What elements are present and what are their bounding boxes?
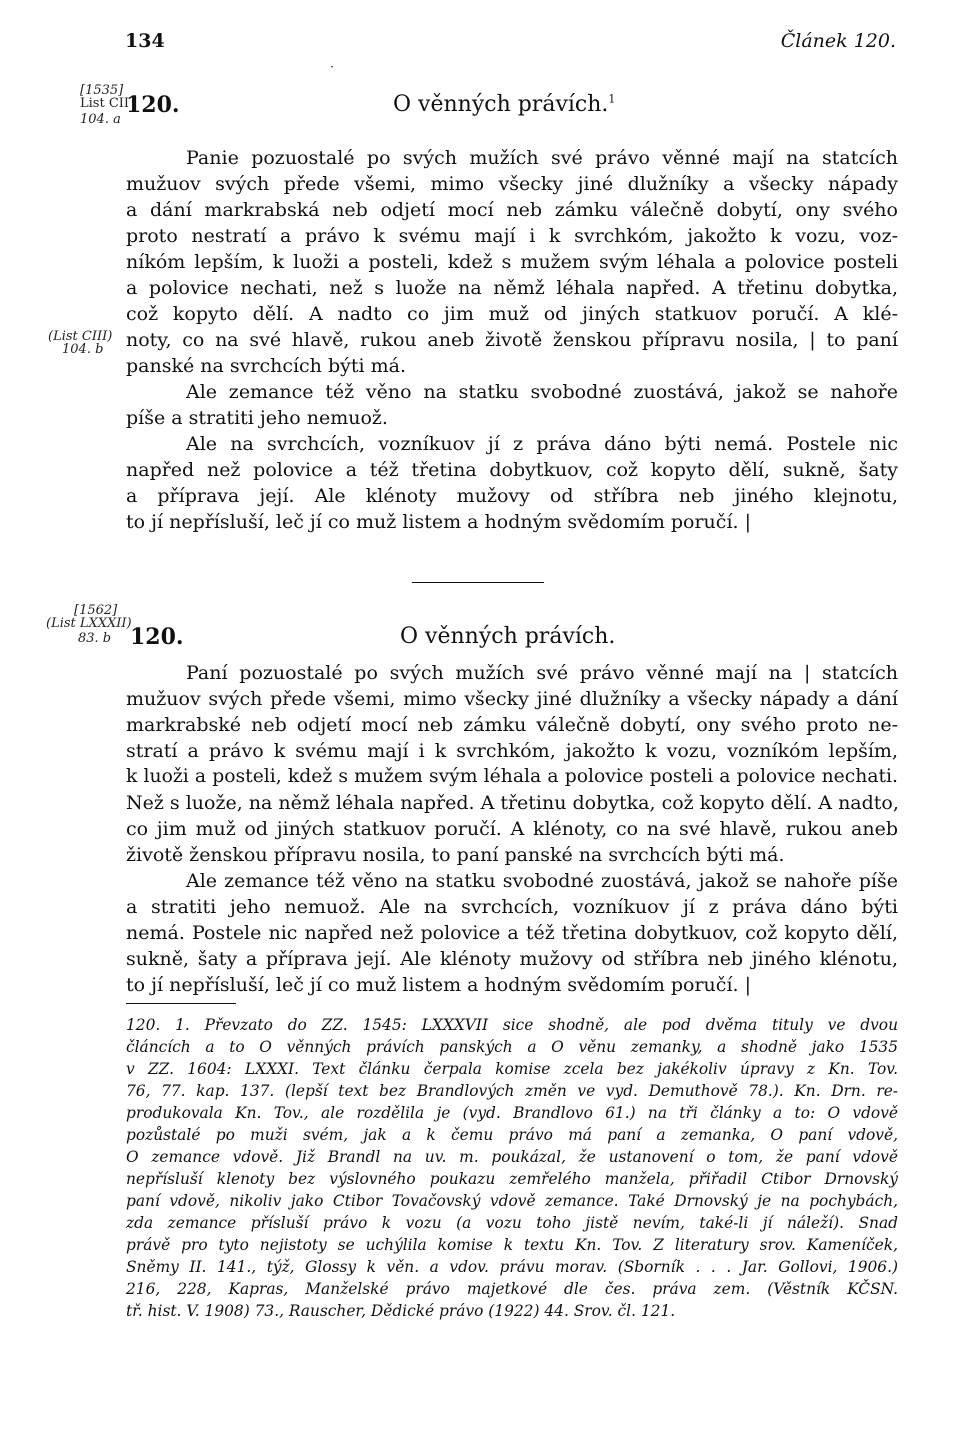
section-divider	[412, 582, 544, 583]
section-b-line: k luoži a posteli, kdež s mužem svým léhala a polovice posteli a polovice nechati.	[126, 766, 898, 787]
margin-note-b	[48, 330, 112, 356]
section-a-line: napřed než polovice a též třetina dobytkuov, což kopyto dělí, sukně, šaty	[126, 459, 898, 481]
section-b-line: životě ženskou přípravu nosila, to paní panské na svrchcích býti má.	[126, 844, 785, 866]
margin-note-c-ref: [1562]	[74, 603, 118, 618]
section-a-line: Ale na svrchcích, vozníkuov jí z práva dáno býti nemá. Postele nic	[186, 433, 898, 455]
footnote-line: 76, 77. kap. 137. (lepší text bez Brandlových změn ve vyd. Demuthově 78.). Kn. Drn. re-	[126, 1082, 898, 1100]
section-a-line: Panie pozuostalé po svých mužích své právo věnné mají na statcích	[186, 147, 898, 169]
section-a-line: proto nestratí a právo k svému mají i k svrchkóm, jakožto k vozu, voz-	[126, 225, 898, 247]
stray-mark: ·	[330, 60, 334, 74]
section-a-number: 120.	[126, 92, 180, 118]
footnote-line: článcích a to O věnných právích panských a O věnu zemanky, a shodně jako 1535	[126, 1038, 898, 1056]
running-head: Článek 120.	[780, 30, 896, 52]
section-a-line: a dání markrabská neb odjetí mocí neb zámku válečně dobytí, ony svého	[126, 199, 898, 221]
section-a-line: panské na svrchcích býti má.	[126, 355, 406, 377]
footnote-line: zda zemance přísluší právo k vozu (a vozu toho jistě nevím, také-li jí náleží). Snad	[126, 1214, 898, 1232]
margin-note-c-list: (List LXXXII)	[46, 616, 132, 631]
footnote-line: pozůstalé po muži svém, jak a k čemu právo má paní a zemanka, O paní vdově,	[126, 1126, 898, 1144]
section-a-line: noty, co na své hlavě, rukou aneb životě ženskou přípravu nosila, | to paní	[126, 329, 898, 351]
section-b-line: a stratiti jeho nemuož. Ale na svrchcích, vozníkuov jí z práva dáno býti	[126, 896, 898, 918]
section-a-line: píše a stratiti jeho nemuož.	[126, 407, 388, 429]
margin-note-c-fol: 83. b	[78, 631, 112, 646]
section-b-line: Než s luože, na němž léhala napřed. A třetinu dobytka, což kopyto dělí. A nadto,	[126, 792, 899, 814]
section-b-line: stratí a právo k svému mají i k svrchkóm, jakožto k vozu, vozníkóm lepším,	[126, 740, 898, 762]
section-a-line: a polovice nechati, než s luože na němž léhala napřed. A třetinu dobytka,	[126, 277, 898, 299]
section-b-line: to jí nepřísluší, leč jí co muž listem a hodným svědomím poručí. |	[126, 974, 751, 996]
section-a-line: Ale zemance též věno na statku svobodné zuostává, jakož se nahoře	[186, 381, 898, 403]
footnote-line: Sněmy II. 141., týž, Glossy k věn. a vdov. právu morav. (Sborník . . . Jar. Gollovi, 1906.)	[126, 1258, 898, 1276]
footnote-line: právě pro tyto nejistoty se uchýlila komise k textu Kn. Tov. Z literatury srov. Kameníček,	[126, 1236, 898, 1254]
margin-note-a	[80, 84, 129, 126]
section-b-title: O věnných právích.	[400, 624, 616, 649]
margin-note-a-list: List CII	[80, 96, 130, 111]
section-a-line: mužuov svých přede všemi, mimo všecky jiné dlužníky a všecky nápady	[126, 173, 898, 195]
footnote-line: produkovala Kn. Tov., ale rozdělila je (vyd. Brandlovo 61.) na tři články a to: O vdově	[126, 1104, 898, 1122]
section-a-line: to jí nepřísluší, leč jí co muž listem a hodným svědomím poručí. |	[126, 511, 751, 533]
section-a-title: O věnných právích.	[393, 92, 609, 117]
section-b-number: 120.	[130, 624, 184, 650]
section-a-line: a příprava její. Ale klénoty mužovy od stříbra neb jiného klejnotu,	[126, 485, 898, 507]
footnote-line: nepřísluší klenoty bez výslovného poukazu zemřelého manžela, přiřadil Ctibor Drnovský	[126, 1170, 898, 1188]
section-b-line: markrabské neb odjetí mocí neb zámku válečně dobytí, ony svého proto ne-	[126, 714, 898, 736]
section-b-line: nemá. Postele nic napřed než polovice a též třetina dobytkuov, což kopyto dělí,	[126, 922, 898, 944]
footnote-line: 120. 1. Převzato do ZZ. 1545: LXXXVII sice shodně, ale pod dvěma tituly ve dvou	[126, 1016, 898, 1034]
footnote-line: 216, 228, Kapras, Manželské právo majetkové dle čes. práva zem. (Věstník KČSN.	[126, 1280, 898, 1298]
footnote-line: tř. hist. V. 1908) 73., Rauscher, Dědické právo (1922) 44. Srov. čl. 121.	[126, 1302, 676, 1320]
footnote-line: O zemance vdově. Již Brandl na uv. m. poukázal, že ustanovení o tom, že paní vdově	[126, 1148, 898, 1166]
section-b-line: co jim muž od jiných statkuov poručí. A klénoty, co na své hlavě, rukou aneb	[126, 818, 898, 840]
footnote-rule	[126, 1003, 236, 1004]
section-b-line: mužuov svých přede všemi, mimo všecky jiné dlužníky a všecky nápady a dání	[126, 688, 898, 710]
section-a-line: což kopyto dělí. A nadto co jim muž od jiných statkuov poručí. A klé-	[126, 303, 898, 325]
margin-note-c	[46, 604, 132, 645]
page-number: 134	[125, 30, 165, 52]
footnote-line: v ZZ. 1604: LXXXI. Text článku čerpala komise zcela bez jakékoliv úpravy z Kn. Tov.	[126, 1060, 898, 1078]
section-a-line: níkóm lepším, k luoži a posteli, kdež s mužem svým léhala a polovice posteli	[126, 251, 898, 273]
section-b-line: sukně, šaty a příprava její. Ale klénoty mužovy od stříbra neb jiného klénotu,	[126, 948, 898, 970]
margin-note-b-list: (List CIII)	[48, 329, 113, 344]
margin-note-b-fol: 104. b	[62, 342, 104, 357]
footnote-line: paní vdově, nikoliv jako Ctibor Tovačovský vdově zemance. Také Drnovský je na pochybách,	[126, 1192, 898, 1210]
margin-note-a-ref: [1535]	[80, 83, 124, 98]
section-b-line: Paní pozuostalé po svých mužích své právo věnné mají na | statcích	[186, 662, 898, 684]
margin-note-a-fol: 104. a	[80, 112, 121, 127]
section-a-footnote-mark: 1	[608, 92, 616, 106]
section-a-heading	[393, 92, 615, 117]
section-b-line: Ale zemance též věno na statku svobodné zuostává, jakož se nahoře píše	[186, 870, 898, 892]
